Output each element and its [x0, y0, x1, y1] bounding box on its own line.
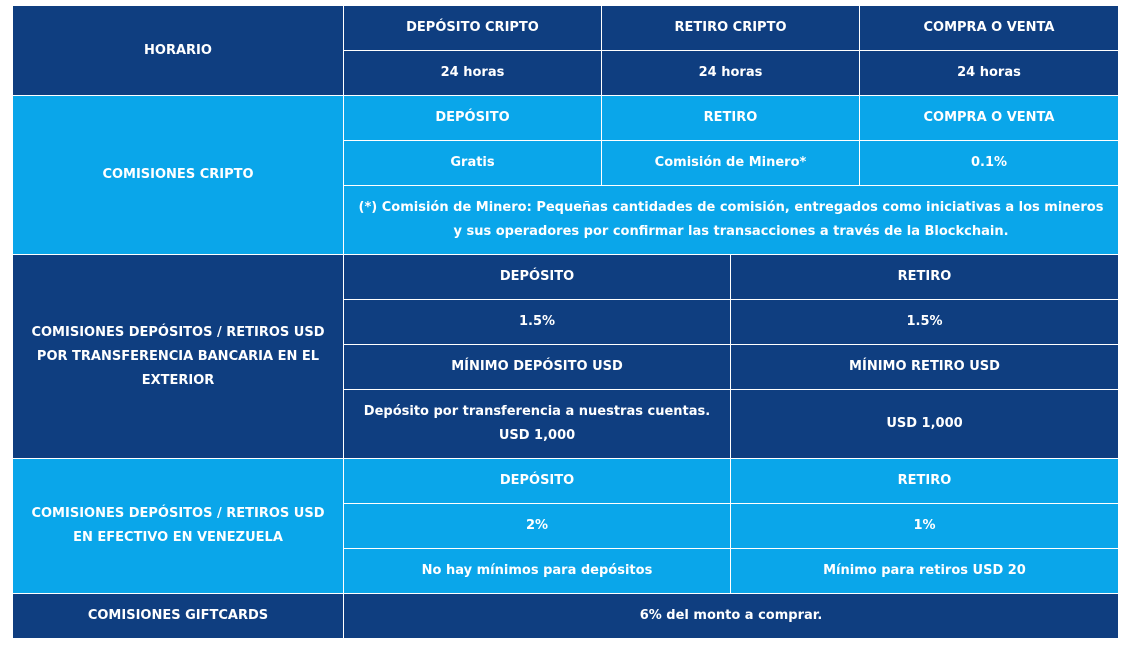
- efectivo-header-deposito: DEPÓSITO: [344, 459, 731, 504]
- efectivo-header-retiro: RETIRO: [731, 459, 1119, 504]
- transferencia-min-header-retiro: MÍNIMO RETIRO USD: [731, 345, 1119, 390]
- horario-header-row: [13, 6, 1119, 51]
- cripto-label: COMISIONES CRIPTO: [13, 96, 344, 255]
- efectivo-value-deposito: 2%: [344, 504, 731, 549]
- giftcards-value: 6% del monto a comprar.: [344, 594, 1119, 639]
- efectivo-min-deposito: No hay mínimos para depósitos: [344, 549, 731, 594]
- horario-header-deposito: DEPÓSITO CRIPTO: [344, 6, 602, 51]
- cripto-value-retiro: Comisión de Minero*: [602, 141, 860, 186]
- efectivo-value-retiro: 1%: [731, 504, 1119, 549]
- fees-table: [12, 5, 1119, 639]
- transferencia-header-deposito: DEPÓSITO: [344, 255, 731, 300]
- transferencia-header-retiro: RETIRO: [731, 255, 1119, 300]
- efectivo-label: COMISIONES DEPÓSITOS / RETIROS USD EN EFECTIVO EN VENEZUELA: [13, 459, 344, 594]
- transferencia-header-row: [13, 255, 1119, 300]
- efectivo-header-row: [13, 459, 1119, 504]
- transferencia-label: COMISIONES DEPÓSITOS / RETIROS USD POR TRANSFERENCIA BANCARIA EN EL EXTERIOR: [13, 255, 344, 459]
- cripto-header-deposito: DEPÓSITO: [344, 96, 602, 141]
- horario-header-retiro: RETIRO CRIPTO: [602, 6, 860, 51]
- giftcards-row: [13, 594, 1119, 639]
- transferencia-min-header-deposito: MÍNIMO DEPÓSITO USD: [344, 345, 731, 390]
- horario-value-deposito: 24 horas: [344, 51, 602, 96]
- cripto-header-compra: COMPRA O VENTA: [860, 96, 1119, 141]
- horario-value-retiro: 24 horas: [602, 51, 860, 96]
- cripto-note: (*) Comisión de Minero: Pequeñas cantidades de comisión, entregados como iniciativas a los mineros y sus operadores por confirmar las transacciones a través de la Blockchain.: [344, 186, 1119, 255]
- horario-header-compra: COMPRA O VENTA: [860, 6, 1119, 51]
- transferencia-min-value-retiro: USD 1,000: [731, 390, 1119, 459]
- cripto-header-retiro: RETIRO: [602, 96, 860, 141]
- transferencia-min-value-deposito: Depósito por transferencia a nuestras cuentas. USD 1,000: [344, 390, 731, 459]
- cripto-value-deposito: Gratis: [344, 141, 602, 186]
- transferencia-value-retiro: 1.5%: [731, 300, 1119, 345]
- horario-value-compra: 24 horas: [860, 51, 1119, 96]
- transferencia-value-deposito: 1.5%: [344, 300, 731, 345]
- cripto-header-row: [13, 96, 1119, 141]
- horario-label: HORARIO: [13, 6, 344, 96]
- cripto-value-compra: 0.1%: [860, 141, 1119, 186]
- efectivo-min-retiro: Mínimo para retiros USD 20: [731, 549, 1119, 594]
- giftcards-label: COMISIONES GIFTCARDS: [13, 594, 344, 639]
